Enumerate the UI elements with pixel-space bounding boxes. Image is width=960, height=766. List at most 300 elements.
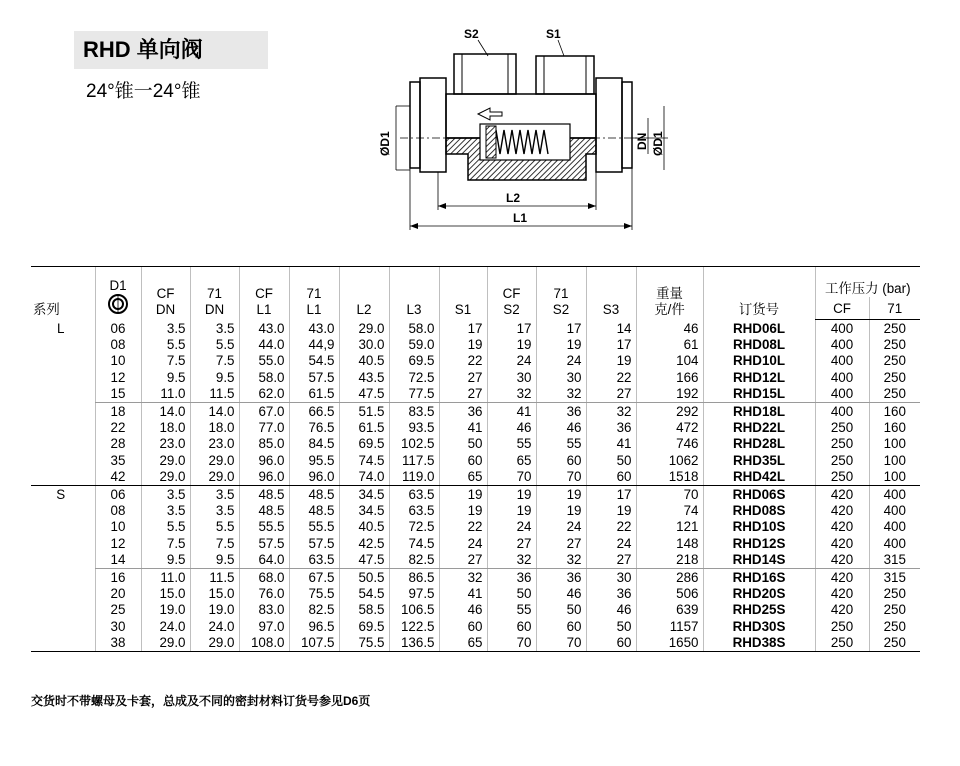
header-weight-bottom: 克/件 — [654, 301, 685, 317]
table-cell: 50 — [586, 619, 636, 635]
table-cell: 3.5 — [190, 503, 239, 519]
header-cf-dn-bottom: DN — [155, 301, 176, 317]
table-cell: 7.5 — [141, 353, 190, 369]
table-row — [31, 403, 920, 421]
table-row — [31, 386, 920, 403]
table-cell: 3.5 — [141, 320, 190, 338]
table-cell: 420 — [815, 519, 869, 535]
table-cell: 77.5 — [389, 386, 439, 403]
table-cell: 250 — [869, 619, 920, 635]
table-row — [31, 370, 920, 386]
order-number-cell: RHD38S — [703, 635, 815, 652]
label-s1: S1 — [546, 27, 561, 41]
header-s3: S3 — [586, 267, 636, 320]
table-cell: 1518 — [636, 469, 703, 486]
table-cell: 19 — [536, 337, 586, 353]
table-cell: 20 — [95, 586, 141, 602]
table-cell: 19 — [487, 503, 536, 519]
table-cell: 400 — [869, 503, 920, 519]
table-cell: 36 — [536, 569, 586, 587]
table-cell: 96.0 — [289, 469, 339, 486]
table-cell: 24.0 — [141, 619, 190, 635]
table-cell: 30 — [536, 370, 586, 386]
series-cell — [31, 536, 95, 552]
table-cell: 64.0 — [239, 552, 289, 569]
header-cf-dn — [141, 267, 190, 320]
table-cell: 32 — [586, 403, 636, 421]
table-cell: 74.5 — [339, 453, 389, 469]
series-cell — [31, 586, 95, 602]
table-cell: 746 — [636, 436, 703, 452]
table-cell: 60 — [536, 453, 586, 469]
table-cell: 400 — [815, 403, 869, 421]
table-cell: 83.0 — [239, 602, 289, 618]
label-d1-left: ØD1 — [378, 131, 392, 156]
header-pressure: 工作压力 (bar) — [815, 267, 920, 298]
table-cell: 250 — [815, 453, 869, 469]
table-row — [31, 337, 920, 353]
table-cell: 96.0 — [239, 469, 289, 486]
table-cell: 160 — [869, 403, 920, 421]
table-cell: 67.0 — [239, 403, 289, 421]
table-cell: 70 — [536, 635, 586, 652]
table-cell: 60 — [586, 635, 636, 652]
table-row — [31, 519, 920, 535]
table-cell: 24.0 — [190, 619, 239, 635]
table-cell: 35 — [95, 453, 141, 469]
header-71-dn — [190, 267, 239, 320]
table-cell: 47.5 — [339, 552, 389, 569]
table-cell: 41 — [586, 436, 636, 452]
table-cell: 47.5 — [339, 386, 389, 403]
table-cell: 250 — [869, 586, 920, 602]
table-cell: 23.0 — [190, 436, 239, 452]
table-cell: 250 — [815, 420, 869, 436]
table-cell: 102.5 — [389, 436, 439, 452]
table-cell: 97.0 — [239, 619, 289, 635]
table-cell: 24 — [586, 536, 636, 552]
table-cell: 48.5 — [239, 503, 289, 519]
order-number-cell: RHD18L — [703, 403, 815, 421]
table-cell: 400 — [815, 370, 869, 386]
header-weight-top: 重量 — [656, 285, 683, 301]
table-cell: 10 — [95, 519, 141, 535]
table-cell: 50 — [439, 436, 487, 452]
table-cell: 17 — [536, 320, 586, 338]
table-cell: 44,9 — [289, 337, 339, 353]
order-number-cell: RHD12S — [703, 536, 815, 552]
header-l3: L3 — [389, 267, 439, 320]
table-cell: 9.5 — [190, 552, 239, 569]
table-cell: 12 — [95, 370, 141, 386]
table-cell: 32 — [487, 386, 536, 403]
table-cell: 100 — [869, 469, 920, 486]
table-cell: 9.5 — [141, 370, 190, 386]
table-cell: 420 — [815, 503, 869, 519]
header-cf-l1 — [239, 267, 289, 320]
series-cell — [31, 453, 95, 469]
table-cell: 7.5 — [190, 536, 239, 552]
table-cell: 400 — [815, 353, 869, 369]
series-cell — [31, 602, 95, 618]
table-row — [31, 586, 920, 602]
table-cell: 29.0 — [141, 453, 190, 469]
header-pressure-71: 71 — [869, 297, 920, 320]
table-cell: 48.5 — [239, 486, 289, 504]
table-cell: 3.5 — [141, 486, 190, 504]
series-cell — [31, 503, 95, 519]
table-cell: 108.0 — [239, 635, 289, 652]
table-cell: 08 — [95, 337, 141, 353]
table-cell: 148 — [636, 536, 703, 552]
table-row — [31, 469, 920, 486]
table-cell: 42.5 — [339, 536, 389, 552]
label-s2: S2 — [464, 27, 479, 41]
header-cf-dn-top: CF — [156, 285, 175, 301]
label-l1: L1 — [513, 211, 528, 225]
order-number-cell: RHD06S — [703, 486, 815, 504]
header-pressure-cf: CF — [815, 297, 869, 320]
table-cell: 93.5 — [389, 420, 439, 436]
table-cell: 3.5 — [190, 486, 239, 504]
table-cell: 24 — [487, 519, 536, 535]
table-cell: 63.5 — [289, 552, 339, 569]
table-cell: 06 — [95, 486, 141, 504]
table-cell: 70 — [487, 469, 536, 486]
table-row — [31, 436, 920, 452]
table-cell: 506 — [636, 586, 703, 602]
table-cell: 41 — [439, 586, 487, 602]
order-number-cell: RHD14S — [703, 552, 815, 569]
table-cell: 315 — [869, 552, 920, 569]
table-cell: 3.5 — [190, 320, 239, 338]
table-cell: 82.5 — [389, 552, 439, 569]
page-subtitle: 24°锥一24°锥 — [86, 81, 201, 102]
header-order-no: 订货号 — [703, 267, 815, 320]
page-title: RHD 单向阀 — [74, 31, 268, 69]
order-number-cell: RHD12L — [703, 370, 815, 386]
label-dn: DN — [635, 132, 649, 150]
table-cell: 19.0 — [190, 602, 239, 618]
table-cell: 286 — [636, 569, 703, 587]
header-d1 — [95, 267, 141, 320]
table-cell: 46 — [536, 420, 586, 436]
header-71-s2 — [536, 267, 586, 320]
table-cell: 55 — [487, 436, 536, 452]
table-cell: 420 — [815, 602, 869, 618]
table-cell: 82.5 — [289, 602, 339, 618]
table-cell: 44.0 — [239, 337, 289, 353]
table-cell: 43.5 — [339, 370, 389, 386]
table-cell: 19 — [439, 486, 487, 504]
table-cell: 420 — [815, 536, 869, 552]
header-cf-l1-bottom: L1 — [256, 301, 272, 317]
spec-table — [31, 266, 920, 652]
table-cell: 51.5 — [339, 403, 389, 421]
table-cell: 24 — [536, 519, 586, 535]
table-cell: 36 — [586, 420, 636, 436]
table-cell: 68.0 — [239, 569, 289, 587]
table-cell: 14 — [586, 320, 636, 338]
table-cell: 5.5 — [190, 337, 239, 353]
table-cell: 54.5 — [339, 586, 389, 602]
series-cell — [31, 635, 95, 652]
order-number-cell: RHD42L — [703, 469, 815, 486]
table-cell: 420 — [815, 552, 869, 569]
label-l2: L2 — [506, 191, 521, 205]
order-number-cell: RHD06L — [703, 320, 815, 338]
table-row — [31, 602, 920, 618]
header-cf-s2-bottom: S2 — [503, 301, 520, 317]
table-cell: 43.0 — [289, 320, 339, 338]
table-cell: 29.0 — [190, 453, 239, 469]
series-cell — [31, 519, 95, 535]
table-row — [31, 486, 920, 504]
table-cell: 55.5 — [289, 519, 339, 535]
table-cell: 11.5 — [190, 386, 239, 403]
series-cell — [31, 337, 95, 353]
table-cell: 74.5 — [389, 536, 439, 552]
table-cell: 61.5 — [339, 420, 389, 436]
table-cell: 46 — [487, 420, 536, 436]
table-cell: 100 — [869, 436, 920, 452]
table-cell: 472 — [636, 420, 703, 436]
table-cell: 639 — [636, 602, 703, 618]
table-cell: 42 — [95, 469, 141, 486]
order-number-cell: RHD08L — [703, 337, 815, 353]
table-cell: 70 — [536, 469, 586, 486]
table-cell: 75.5 — [289, 586, 339, 602]
table-cell: 22 — [439, 519, 487, 535]
header-s1: S1 — [439, 267, 487, 320]
table-cell: 57.5 — [239, 536, 289, 552]
table-cell: 19 — [487, 486, 536, 504]
table-cell: 420 — [815, 486, 869, 504]
order-number-cell: RHD25S — [703, 602, 815, 618]
table-cell: 29.0 — [141, 635, 190, 652]
table-cell: 250 — [869, 635, 920, 652]
table-cell: 15.0 — [190, 586, 239, 602]
table-cell: 34.5 — [339, 486, 389, 504]
table-cell: 22 — [586, 370, 636, 386]
table-cell: 11.0 — [141, 569, 190, 587]
table-cell: 96.5 — [289, 619, 339, 635]
table-cell: 7.5 — [190, 353, 239, 369]
table-cell: 30 — [586, 569, 636, 587]
table-cell: 57.5 — [289, 536, 339, 552]
table-cell: 65 — [439, 469, 487, 486]
header-cf-s2-top: CF — [502, 285, 521, 301]
table-cell: 24 — [439, 536, 487, 552]
table-cell: 50.5 — [339, 569, 389, 587]
header-71-l1-bottom: L1 — [306, 301, 322, 317]
table-cell: 70 — [636, 486, 703, 504]
table-cell: 32 — [487, 552, 536, 569]
table-cell: 14.0 — [190, 403, 239, 421]
header-71-dn-bottom: DN — [204, 301, 225, 317]
header-71-l1 — [289, 267, 339, 320]
header-cf-l1-top: CF — [255, 285, 273, 301]
order-number-cell: RHD10S — [703, 519, 815, 535]
table-cell: 72.5 — [389, 519, 439, 535]
series-cell — [31, 370, 95, 386]
series-cell — [31, 420, 95, 436]
table-cell: 77.0 — [239, 420, 289, 436]
table-cell: 48.5 — [289, 503, 339, 519]
header-weight — [636, 267, 703, 320]
table-cell: 22 — [439, 353, 487, 369]
table-cell: 19.0 — [141, 602, 190, 618]
table-row — [31, 536, 920, 552]
label-d1-right: ØD1 — [651, 131, 665, 156]
order-number-cell: RHD10L — [703, 353, 815, 369]
table-cell: 72.5 — [389, 370, 439, 386]
table-cell: 1650 — [636, 635, 703, 652]
table-cell: 32 — [536, 386, 586, 403]
series-cell — [31, 569, 95, 587]
table-cell: 420 — [815, 569, 869, 587]
table-row — [31, 453, 920, 469]
table-cell: 250 — [869, 602, 920, 618]
table-cell: 83.5 — [389, 403, 439, 421]
series-cell — [31, 403, 95, 421]
table-cell: 84.5 — [289, 436, 339, 452]
table-cell: 250 — [869, 337, 920, 353]
table-cell: 104 — [636, 353, 703, 369]
table-cell: 119.0 — [389, 469, 439, 486]
table-cell: 11.5 — [190, 569, 239, 587]
table-cell: 160 — [869, 420, 920, 436]
table-body — [31, 320, 920, 652]
table-cell: 27 — [586, 386, 636, 403]
table-cell: 48.5 — [289, 486, 339, 504]
header-cf-s2 — [487, 267, 536, 320]
series-cell — [31, 436, 95, 452]
table-cell: 17 — [586, 337, 636, 353]
table-cell: 96.0 — [239, 453, 289, 469]
series-cell — [31, 552, 95, 569]
table-cell: 400 — [815, 337, 869, 353]
table-cell: 67.5 — [289, 569, 339, 587]
series-cell — [31, 619, 95, 635]
table-cell: 54.5 — [289, 353, 339, 369]
table-cell: 400 — [815, 386, 869, 403]
table-cell: 166 — [636, 370, 703, 386]
table-cell: 19 — [536, 486, 586, 504]
table-cell: 22 — [95, 420, 141, 436]
order-number-cell: RHD16S — [703, 569, 815, 587]
table-cell: 10 — [95, 353, 141, 369]
table-cell: 420 — [815, 586, 869, 602]
table-cell: 60 — [439, 453, 487, 469]
table-cell: 27 — [439, 552, 487, 569]
table-cell: 18.0 — [190, 420, 239, 436]
table-cell: 121 — [636, 519, 703, 535]
table-cell: 250 — [815, 469, 869, 486]
header-l2: L2 — [339, 267, 389, 320]
table-cell: 29.0 — [190, 635, 239, 652]
table-cell: 19 — [586, 353, 636, 369]
table-cell: 61 — [636, 337, 703, 353]
table-cell: 136.5 — [389, 635, 439, 652]
table-cell: 70 — [487, 635, 536, 652]
header-71-dn-top: 71 — [207, 285, 222, 301]
table-cell: 27 — [536, 536, 586, 552]
table-cell: 97.5 — [389, 586, 439, 602]
header-series: 系列 — [31, 267, 95, 320]
table-cell: 60 — [536, 619, 586, 635]
table-cell: 17 — [586, 486, 636, 504]
table-cell: 19 — [536, 503, 586, 519]
table-cell: 36 — [586, 586, 636, 602]
table-cell: 1157 — [636, 619, 703, 635]
header-71-s2-top: 71 — [553, 285, 569, 301]
table-cell: 69.5 — [389, 353, 439, 369]
table-cell: 14 — [95, 552, 141, 569]
table-cell: 3.5 — [141, 503, 190, 519]
table-row — [31, 320, 920, 338]
series-cell — [31, 469, 95, 486]
table-cell: 32 — [439, 569, 487, 587]
table-cell: 58.0 — [239, 370, 289, 386]
header-d1-label: D1 — [109, 277, 127, 293]
table-cell: 24 — [536, 353, 586, 369]
table-cell: 250 — [869, 370, 920, 386]
table-cell: 27 — [586, 552, 636, 569]
order-number-cell: RHD22L — [703, 420, 815, 436]
table-cell: 86.5 — [389, 569, 439, 587]
table-cell: 106.5 — [389, 602, 439, 618]
table-cell: 55.5 — [239, 519, 289, 535]
table-cell: 40.5 — [339, 353, 389, 369]
table-cell: 57.5 — [289, 370, 339, 386]
table-cell: 122.5 — [389, 619, 439, 635]
table-cell: 192 — [636, 386, 703, 403]
table-cell: 9.5 — [141, 552, 190, 569]
table-row — [31, 420, 920, 436]
table-cell: 29.0 — [141, 469, 190, 486]
table-cell: 63.5 — [389, 486, 439, 504]
table-cell: 250 — [815, 436, 869, 452]
table-cell: 59.0 — [389, 337, 439, 353]
table-cell: 46 — [439, 602, 487, 618]
table-cell: 40.5 — [339, 519, 389, 535]
table-row — [31, 552, 920, 569]
table-cell: 19 — [439, 337, 487, 353]
table-cell: 61.5 — [289, 386, 339, 403]
table-cell: 117.5 — [389, 453, 439, 469]
order-number-cell: RHD15L — [703, 386, 815, 403]
order-number-cell: RHD20S — [703, 586, 815, 602]
table-cell: 30 — [95, 619, 141, 635]
table-cell: 41 — [439, 420, 487, 436]
table-cell: 08 — [95, 503, 141, 519]
series-cell — [31, 353, 95, 369]
footnote: 交货时不带螺母及卡套，总成及不同的密封材料订货号参见D6页 — [31, 694, 371, 708]
table-cell: 5.5 — [190, 519, 239, 535]
table-row — [31, 503, 920, 519]
table-cell: 46 — [636, 320, 703, 338]
table-cell: 36 — [439, 403, 487, 421]
table-cell: 15 — [95, 386, 141, 403]
table-cell: 43.0 — [239, 320, 289, 338]
table-cell: 95.5 — [289, 453, 339, 469]
table-cell: 34.5 — [339, 503, 389, 519]
table-cell: 27 — [439, 386, 487, 403]
table-cell: 250 — [869, 386, 920, 403]
table-cell: 85.0 — [239, 436, 289, 452]
table-cell: 46 — [536, 586, 586, 602]
